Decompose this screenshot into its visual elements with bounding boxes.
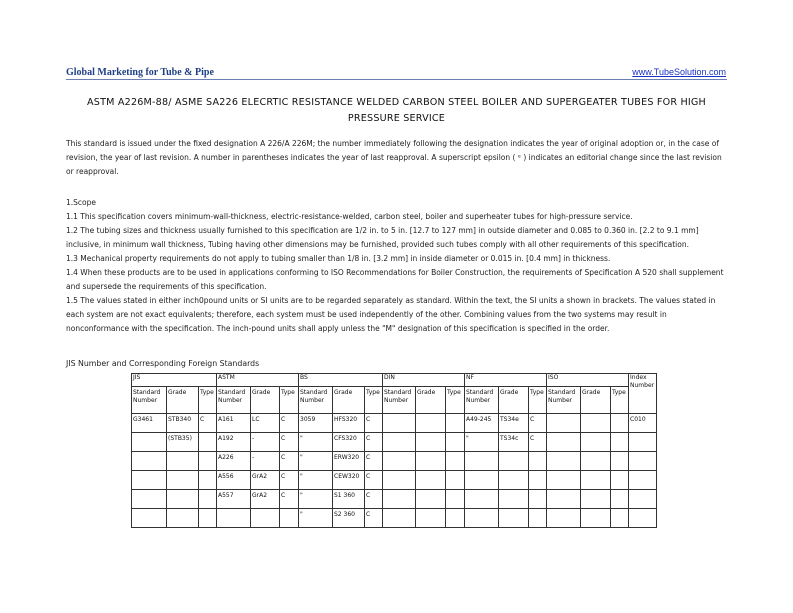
table-cell xyxy=(529,471,547,490)
standards-table xyxy=(131,373,657,528)
table-cell: CEW320 xyxy=(333,471,365,490)
table-cell: - xyxy=(251,433,280,452)
column-header: Grade xyxy=(499,387,529,414)
table-cell xyxy=(611,471,629,490)
table-cell xyxy=(132,433,167,452)
intro-paragraph: This standard is issued under the fixed designation A 226/A 226M; the number immediately following the designation indicates the year of original adoption or, in the case of revision, the year of last revision. A number in parentheses indicates the year of last reapproval. A superscript epsilon ( ᵉ ) indicates an editorial change since the last revision or reapproval. xyxy=(66,139,722,176)
table-cell xyxy=(199,433,217,452)
table-cell: C xyxy=(365,490,383,509)
table-cell: C xyxy=(280,452,299,471)
column-header: Standard Number xyxy=(299,387,333,414)
table-cell: ERW320 xyxy=(333,452,365,471)
table-cell xyxy=(465,471,499,490)
group-header-din: DIN xyxy=(383,374,465,387)
table-cell xyxy=(416,452,446,471)
table-cell: GrA2 xyxy=(251,471,280,490)
table-cell xyxy=(499,490,529,509)
table-cell: A556 xyxy=(217,471,251,490)
table-cell: A226 xyxy=(217,452,251,471)
column-header: Grade xyxy=(416,387,446,414)
table-cell xyxy=(416,490,446,509)
table-cell xyxy=(416,471,446,490)
group-header-bs: BS xyxy=(299,374,383,387)
table-cell: " xyxy=(299,490,333,509)
table-cell xyxy=(383,471,416,490)
table-cell: G3461 xyxy=(132,414,167,433)
table-cell: C xyxy=(365,433,383,452)
table-cell: C xyxy=(280,433,299,452)
column-header: Standard Number xyxy=(547,387,581,414)
table-cell xyxy=(629,471,657,490)
column-header: Type xyxy=(611,387,629,414)
table-cell xyxy=(529,490,547,509)
table-cell: 3059 xyxy=(299,414,333,433)
column-header: Standard Number xyxy=(383,387,416,414)
table-cell xyxy=(581,490,611,509)
scope-item: 1.3 Mechanical property requirements do not apply to tubing smaller than 1/8 in. [3.2 mm] in inside diameter or 0.015 in. [0.4 mm] in thickness. xyxy=(66,254,611,263)
scope-section xyxy=(66,196,731,336)
column-header: Type xyxy=(365,387,383,414)
table-cell xyxy=(547,509,581,528)
table-cell xyxy=(446,471,465,490)
table-cell: STB340 xyxy=(167,414,199,433)
table-row xyxy=(132,471,657,490)
column-header: Standard Number xyxy=(132,387,167,414)
group-header-iso: ISO xyxy=(547,374,629,387)
table-cell xyxy=(383,433,416,452)
table-row xyxy=(132,509,657,528)
table-cell xyxy=(581,471,611,490)
table-cell: " xyxy=(299,452,333,471)
table-cell: C010 xyxy=(629,414,657,433)
table-cell xyxy=(581,509,611,528)
website-link[interactable]: www.TubeSolution.com xyxy=(632,67,726,77)
group-header-astm: ASTM xyxy=(217,374,299,387)
table-row xyxy=(132,414,657,433)
table-cell xyxy=(446,509,465,528)
column-header: Standard Number xyxy=(217,387,251,414)
table-cell: " xyxy=(299,471,333,490)
table-group-header-row xyxy=(132,374,657,387)
table-cell xyxy=(446,452,465,471)
table-cell xyxy=(383,490,416,509)
column-header: Standard Number xyxy=(465,387,499,414)
column-header: Grade xyxy=(581,387,611,414)
table-cell: C xyxy=(280,414,299,433)
table-cell xyxy=(199,509,217,528)
table-cell xyxy=(547,414,581,433)
table-cell: S2 360 xyxy=(333,509,365,528)
scope-item: 1.1 This specification covers minimum-wall-thickness, electric-resistance-welded, carbon steel, boiler and superheater tubes for high-pressure service. xyxy=(66,212,633,221)
header-divider xyxy=(66,79,727,80)
table-cell xyxy=(416,509,446,528)
column-header: Grade xyxy=(167,387,199,414)
table-cell xyxy=(446,414,465,433)
table-cell: TS34c xyxy=(499,433,529,452)
table-cell: (STB35) xyxy=(167,433,199,452)
table-cell xyxy=(199,490,217,509)
table-row xyxy=(132,490,657,509)
table-cell xyxy=(383,414,416,433)
title-line-1: ASTM A226M-88/ ASME SA226 ELECRTIC RESISTANCE WELDED CARBON STEEL BOILER AND SUPERGEATER TUBES FOR HIGH xyxy=(87,97,706,108)
table-cell xyxy=(629,433,657,452)
table-cell xyxy=(132,509,167,528)
table-cell xyxy=(280,509,299,528)
table-cell xyxy=(611,452,629,471)
table-cell: " xyxy=(299,509,333,528)
table-cell xyxy=(611,414,629,433)
table-cell xyxy=(611,490,629,509)
table-cell xyxy=(547,471,581,490)
table-cell: A161 xyxy=(217,414,251,433)
column-header: Grade xyxy=(251,387,280,414)
column-header: Type xyxy=(280,387,299,414)
scope-heading: 1.Scope xyxy=(66,198,97,207)
table-cell xyxy=(199,471,217,490)
table-cell xyxy=(167,509,199,528)
table-cell xyxy=(416,433,446,452)
table-cell: A557 xyxy=(217,490,251,509)
table-cell xyxy=(581,452,611,471)
column-header: Type xyxy=(446,387,465,414)
table-cell xyxy=(199,452,217,471)
table-cell xyxy=(581,414,611,433)
table-cell: " xyxy=(465,433,499,452)
table-cell xyxy=(251,509,280,528)
table-cell: - xyxy=(251,452,280,471)
column-header: Type xyxy=(199,387,217,414)
table-cell xyxy=(629,490,657,509)
table-cell: C xyxy=(365,509,383,528)
table-subheader-row xyxy=(132,387,657,414)
table-cell: A49-245 xyxy=(465,414,499,433)
table-cell: A192 xyxy=(217,433,251,452)
table-cell xyxy=(446,490,465,509)
table-row xyxy=(132,433,657,452)
table-cell: C xyxy=(199,414,217,433)
table-cell xyxy=(167,471,199,490)
table-cell xyxy=(629,452,657,471)
table-cell: GrA2 xyxy=(251,490,280,509)
table-cell: S1 360 xyxy=(333,490,365,509)
table-cell xyxy=(383,452,416,471)
table-cell: TS34e xyxy=(499,414,529,433)
table-cell xyxy=(132,490,167,509)
table-cell: C xyxy=(365,471,383,490)
document-title xyxy=(66,95,727,127)
column-header: Type xyxy=(529,387,547,414)
table-cell: C xyxy=(529,433,547,452)
table-cell xyxy=(167,490,199,509)
table-cell xyxy=(581,433,611,452)
table-cell xyxy=(629,509,657,528)
table-cell xyxy=(499,471,529,490)
scope-item: 1.4 When these products are to be used in applications conforming to ISO Recommendations for Boiler Construction, the requirements of Specification A 520 shall supplement and supersede the requirements of this specification. xyxy=(66,268,724,291)
table-cell xyxy=(167,452,199,471)
table-cell xyxy=(499,452,529,471)
table-cell: HFS320 xyxy=(333,414,365,433)
table-cell xyxy=(446,433,465,452)
table-cell xyxy=(465,452,499,471)
table-cell xyxy=(611,509,629,528)
table-cell xyxy=(132,471,167,490)
table-cell xyxy=(547,490,581,509)
table-cell: C xyxy=(529,414,547,433)
table-cell xyxy=(529,452,547,471)
table-cell: C xyxy=(280,471,299,490)
table-cell xyxy=(547,433,581,452)
table-cell xyxy=(465,490,499,509)
table-cell xyxy=(499,509,529,528)
table-caption: JIS Number and Corresponding Foreign Standards xyxy=(66,359,260,368)
table-cell: " xyxy=(299,433,333,452)
title-line-2: PRESSURE SERVICE xyxy=(347,113,446,124)
column-header: Grade xyxy=(333,387,365,414)
table-cell xyxy=(217,509,251,528)
table-cell xyxy=(383,509,416,528)
group-header-nf: NF xyxy=(465,374,547,387)
table-cell xyxy=(465,509,499,528)
scope-item: 1.5 The values stated in either inch0pound units or SI units are to be regarded separately as standard. Within the text, the SI units a shown in brackets. The values stated in each system are not exact equivalents; therefore, each system must be used independently of the other. Combining values from the two systems may result in nonconformance with the specification. The inch-pound units shall apply unless the "M" designation of this specification is specified in the order. xyxy=(66,296,716,333)
table-cell xyxy=(611,433,629,452)
company-header: Global Marketing for Tube & Pipe xyxy=(66,67,214,78)
table-cell xyxy=(416,414,446,433)
table-row xyxy=(132,452,657,471)
table-cell xyxy=(132,452,167,471)
table-cell: C xyxy=(365,452,383,471)
table-cell: C xyxy=(280,490,299,509)
table-cell: CFS320 xyxy=(333,433,365,452)
table-cell: LC xyxy=(251,414,280,433)
group-header-jis: JIS xyxy=(132,374,217,387)
index-number-header: Index Number xyxy=(629,374,657,414)
table-cell xyxy=(529,509,547,528)
scope-item: 1.2 The tubing sizes and thickness usually furnished to this specification are 1/2 in. to 5 in. [12.7 to 127 mm] in outside diameter and 0.085 to 0.360 in. [2.2 to 9.1 mm] inclusive, in minimum wall thickness, Tubing having other dimensions may be furnished, provided such tubes comply with all other requirements of this specification. xyxy=(66,226,699,249)
table-cell: C xyxy=(365,414,383,433)
table-cell xyxy=(547,452,581,471)
